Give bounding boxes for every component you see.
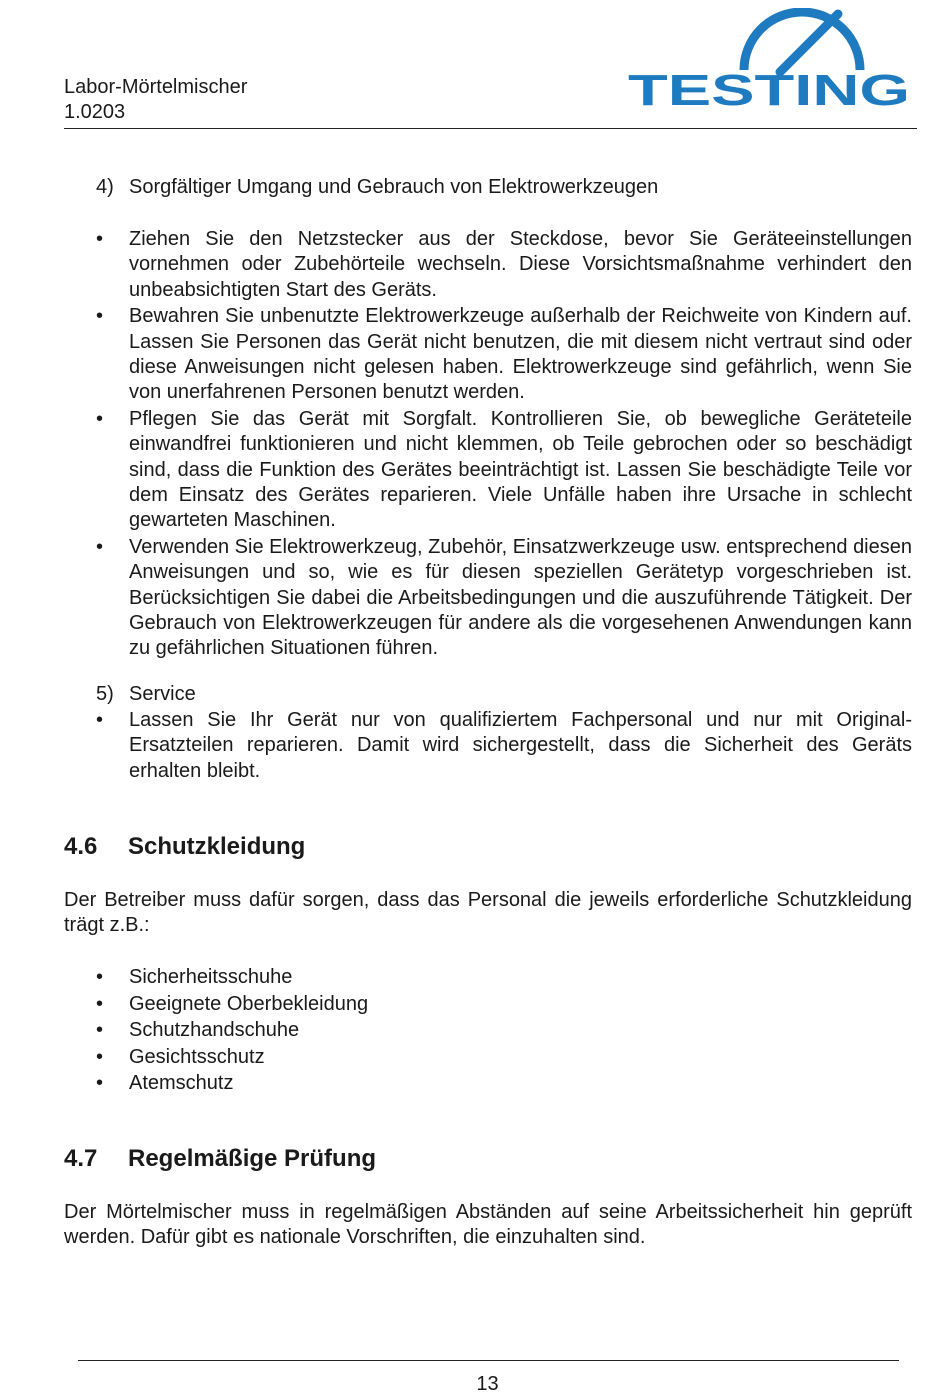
section-4-heading [96,176,658,199]
list-item [96,535,912,661]
list-item [96,304,912,405]
section-4-number: 4) [96,176,114,198]
section-4-6-number: 4.6 [64,833,98,860]
section-5-number: 5) [96,683,114,705]
section-4-7-number: 4.7 [64,1145,98,1172]
section-4-6-heading [64,833,305,861]
list-item: • Schutzhandschuhe [96,1017,368,1044]
section-4-7-text: Der Mörtelmischer muss in regelmäßigen Abständen auf seine Arbeitssicherheit hin geprüft werden. Dafür gibt es nationale Vorschriften, die einzuhalten sind. [64,1201,912,1249]
list-item: • Gesichtsschutz [96,1044,368,1071]
section-4-title: Sorgfältiger Umgang und Gebrauch von Elektrowerkzeugen [129,176,659,198]
list-item-text: • Bewahren Sie unbenutzte Elektrowerkzeuge außerhalb der Reichweite von Kindern auf. Lassen Sie Personen das Gerät nicht benutzen, die mit diesem nicht vertraut sind oder diese Anweisungen nicht gelesen haben. Elektrowerkzeuge sind gefährlich, wenn Sie von unerfahrenen Personen benutzt werden. [129,305,912,404]
section-5-list [96,708,912,785]
list-item-text: • Lassen Sie Ihr Gerät nur von qualifiziertem Fachpersonal und nur mit Original-Ersatzteilen reparieren. Damit wird sichergestellt, dass die Sicherheit des Geräts erhalten bleibt. [129,709,912,782]
section-4-7-heading [64,1145,376,1173]
list-item-text: • Verwenden Sie Elektrowerkzeug, Zubehör, Einsatzwerkzeuge usw. entsprechend diesen Anweisungen und so, wie es für diesen speziellen Gerätetyp vorgeschrieben ist. Berücksichtigen Sie dabei die Arbeitsbedingungen und die auszuführende Tätigkeit. Der Gebrauch von Elektrowerkzeugen für andere als die vorgesehenen Anwendungen kann zu gefährlichen Situationen führen. [129,536,912,660]
header-divider [64,128,917,129]
logo-text: TESTING [628,66,910,112]
list-item [96,227,912,303]
section-4-7-title: Regelmäßige Prüfung [128,1145,377,1172]
doc-code: 1.0203 [64,101,126,123]
testing-logo [624,8,914,112]
page-number: 13 [476,1373,499,1395]
section-4-6-text: Der Betreiber muss dafür sorgen, dass das Personal die jeweils erforderliche Schutzkleidung trägt z.B.: [64,889,912,937]
list-item: • Sicherheitsschuhe [96,964,368,991]
list-item: • Geeignete Oberbekleidung [96,991,368,1018]
list-item: • Atemschutz [96,1070,368,1097]
list-item [96,708,912,784]
section-5-heading [96,683,196,706]
protective-gear-list [96,964,368,1097]
section-5-title: Service [129,683,196,705]
footer-divider [78,1360,899,1361]
list-item-text: • Ziehen Sie den Netzstecker aus der Steckdose, bevor Sie Geräteeinstellungen vornehmen oder Zubehörteile wechseln. Diese Vorsichtsmaßnahme verhindert den unbeabsichtigten Start des Geräts. [129,228,912,301]
list-item [96,407,912,533]
list-item-text: • Pflegen Sie das Gerät mit Sorgfalt. Kontrollieren Sie, ob bewegliche Geräteteile einwandfrei funktionieren und nicht klemmen, ob Teile gebrochen oder so beschädigt sind, dass die Funktion des Gerätes beeinträchtigt ist. Lassen Sie beschädigte Teile vor dem Einsatz des Gerätes reparieren. Viele Unfälle haben ihre Ursache in schlecht gewarteten Maschinen. [129,408,912,532]
doc-title: Labor-Mörtelmischer [64,76,248,98]
section-4-list [96,227,912,663]
section-4-6-title: Schutzkleidung [128,833,306,860]
